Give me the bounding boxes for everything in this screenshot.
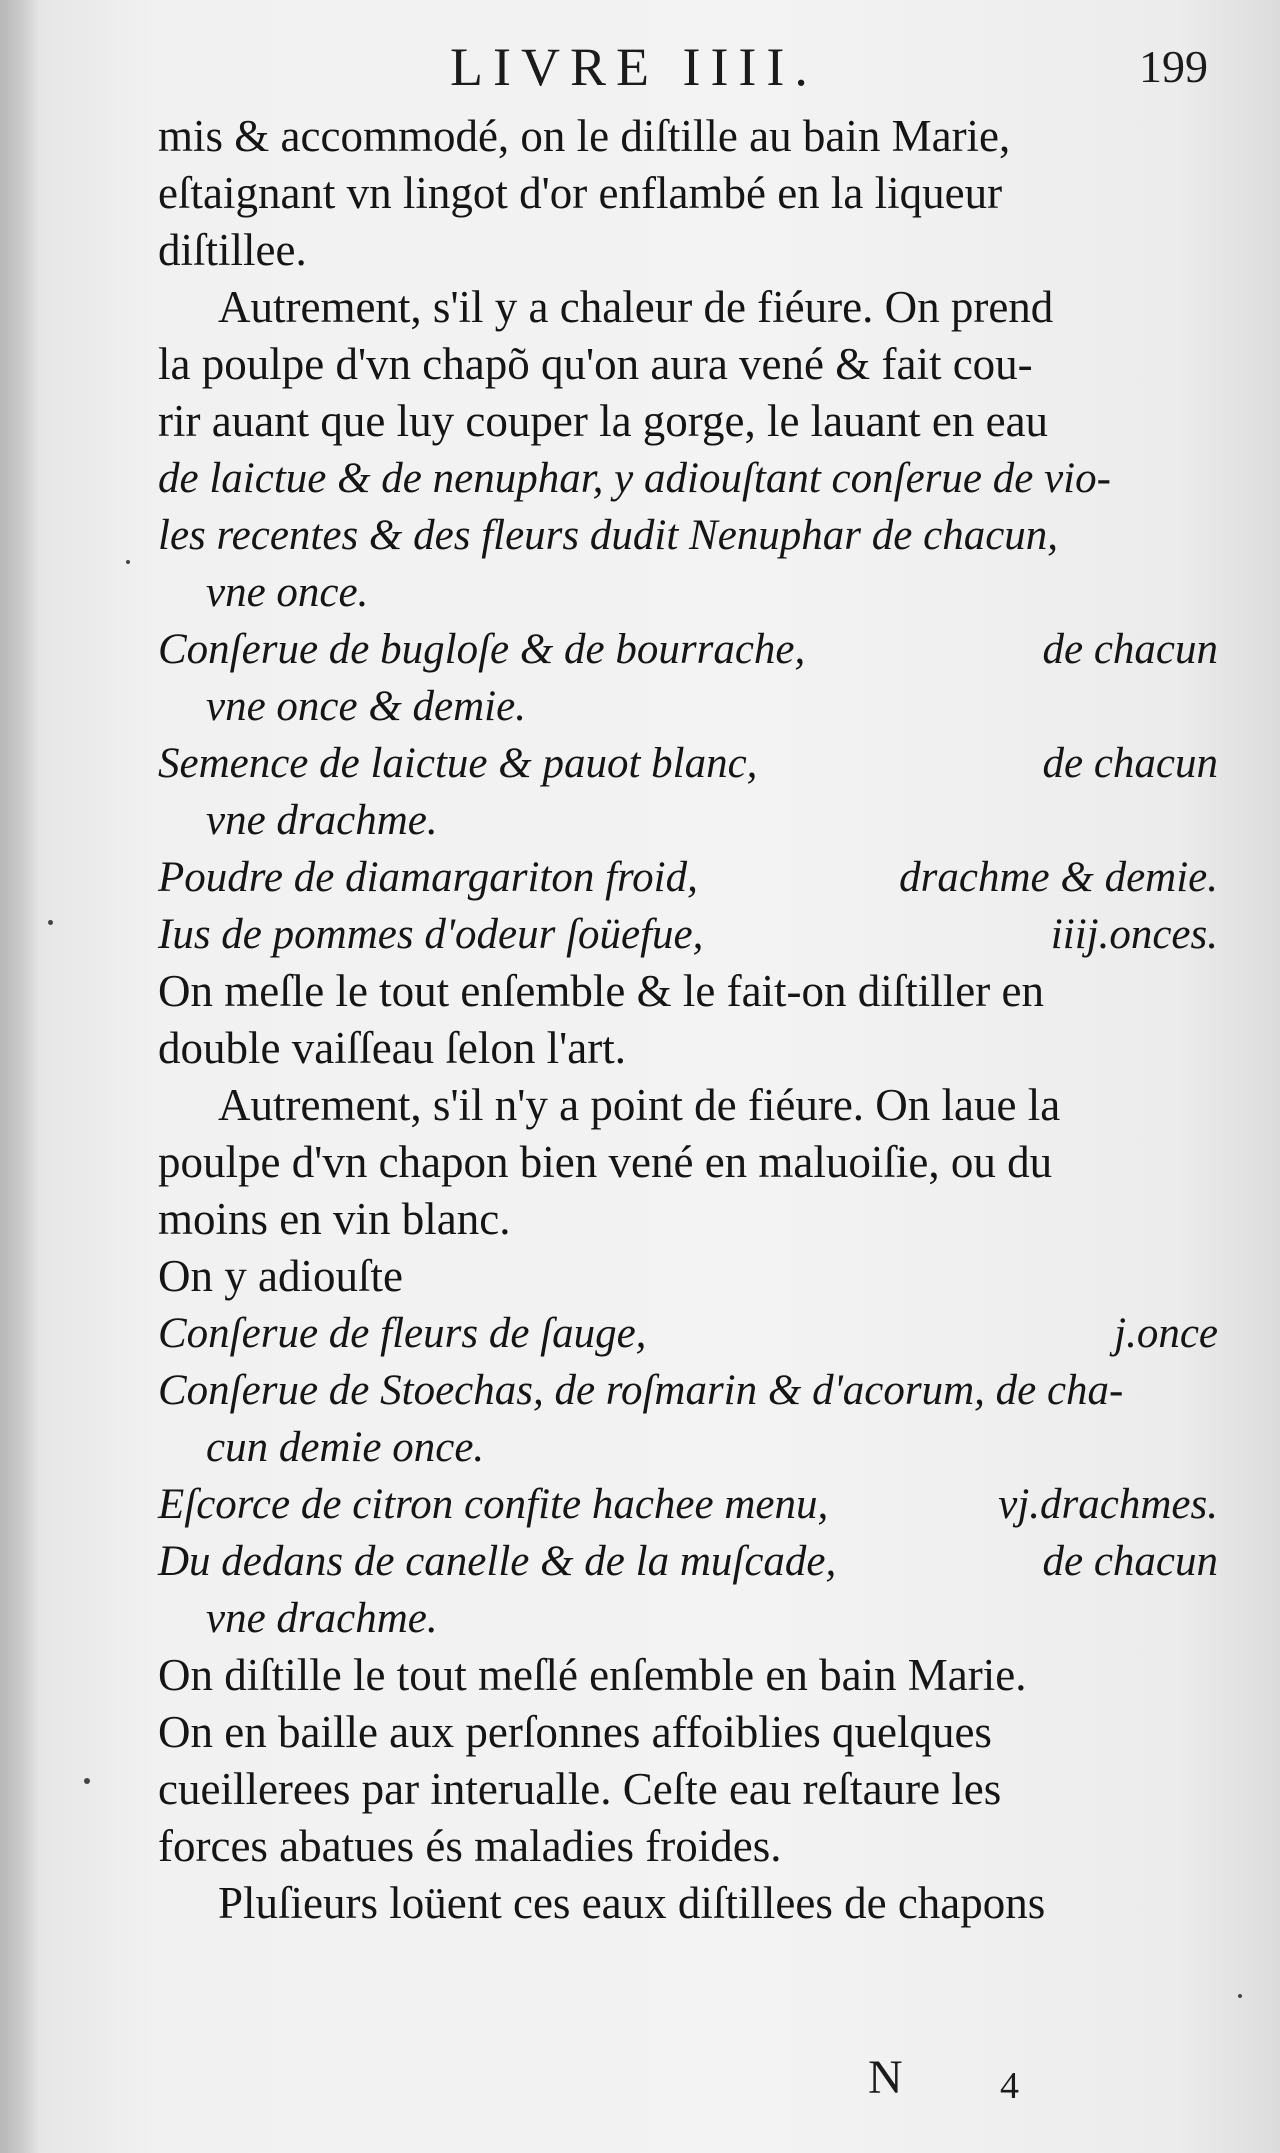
line-text: Conſerue de fleurs de ſauge, [158,1310,647,1357]
text-line [158,678,1218,735]
line-quantity: j.once [1114,1310,1218,1357]
line-text: On meſle le tout enſemble & le fait-on diſtiller en [158,966,1044,1016]
text-line [158,1419,1218,1476]
page-header [0,36,1280,106]
page-footer [0,2050,1280,2110]
text-line [158,1305,1218,1362]
line-text: la poulpe d'vn chapõ qu'on aura vené & fait cou- [158,339,1033,389]
text-line [158,1077,1218,1134]
line-text: eſtaignant vn lingot d'or enflambé en la liqueur [158,168,1003,218]
text-line [158,450,1218,507]
text-line [158,906,1218,963]
text-line [158,1761,1218,1818]
line-text: cueillerees par interualle. Ceſte eau reſtaure les [158,1764,1002,1814]
text-line [158,621,1218,678]
running-head: LIVRE IIII. [450,37,818,97]
text-line [158,1476,1218,1533]
line-quantity: iiij.onces. [1050,911,1218,958]
line-text: diſtillee. [158,225,307,275]
line-text: Conſerue de bugloſe & de bourrache, [158,626,806,673]
text-line [158,336,1218,393]
text-line [158,108,1218,165]
body-text [158,108,1218,1932]
line-text: Eſcorce de citron confite hachee menu, [158,1481,829,1528]
line-quantity: de chacun [1042,626,1218,673]
line-text: cun demie once. [206,1424,485,1471]
line-text: On diſtille le tout meſlé enſemble en bain Marie. [158,1650,1027,1700]
signature-letter: N [868,2051,903,2104]
text-line [158,1704,1218,1761]
line-text: Du dedans de canelle & de la muſcade, [158,1538,837,1585]
text-line [158,1191,1218,1248]
line-text: Conſerue de Stoechas, de roſmarin & d'acorum, de cha- [158,1367,1124,1414]
text-line [158,1134,1218,1191]
text-line [158,279,1218,336]
text-line [158,1362,1218,1419]
line-quantity: vj.drachmes. [998,1481,1218,1528]
line-text: moins en vin blanc. [158,1194,511,1244]
text-line [158,1647,1218,1704]
text-line [158,1818,1218,1875]
text-line [158,1875,1218,1932]
text-line [158,849,1218,906]
line-text: rir auant que luy couper la gorge, le lauant en eau [158,396,1049,446]
line-text: Pluſieurs loüent ces eaux diſtillees de chapons [218,1878,1046,1928]
text-line [158,165,1218,222]
page-number: 199 [1139,41,1208,92]
line-text: vne once & demie. [206,683,526,730]
line-text: vne drachme. [206,797,438,844]
text-line [158,792,1218,849]
text-line [158,507,1218,564]
line-text: double vaiſſeau ſelon l'art. [158,1023,626,1073]
line-quantity: drachme & demie. [899,854,1218,901]
text-line [158,222,1218,279]
text-line [158,1590,1218,1647]
line-text: Poudre de diamargariton froid, [158,854,698,901]
line-quantity: de chacun [1042,1538,1218,1585]
line-text: poulpe d'vn chapon bien vené en maluoiſie, ou du [158,1137,1053,1187]
line-text: Autrement, s'il y a chaleur de fiéure. On prend [218,282,1054,332]
text-line [158,393,1218,450]
line-text: vne once. [206,569,369,616]
line-text: Semence de laictue & pauot blanc, [158,740,758,787]
line-text: On en baille aux perſonnes affoiblies quelques [158,1707,992,1757]
line-text: vne drachme. [206,1595,438,1642]
line-text: Ius de pommes d'odeur ſoüefue, [158,911,704,958]
text-line [158,1248,1218,1305]
line-text: On y adiouſte [158,1251,403,1301]
text-line [158,564,1218,621]
signature-number: 4 [1000,2065,1019,2107]
line-quantity: de chacun [1042,740,1218,787]
line-text: forces abatues és maladies froides. [158,1821,782,1871]
text-line [158,1020,1218,1077]
line-text: Autrement, s'il n'y a point de fiéure. On laue la [218,1080,1061,1130]
text-line [158,735,1218,792]
binding-shadow [0,0,40,2153]
line-text: mis & accommodé, on le diſtille au bain Marie, [158,111,1011,161]
line-text: les recentes & des fleurs dudit Nenuphar de chacun, [158,512,1059,559]
text-line [158,963,1218,1020]
line-text: de laictue & de nenuphar, y adiouſtant conſerue de vio- [158,455,1111,502]
text-line [158,1533,1218,1590]
